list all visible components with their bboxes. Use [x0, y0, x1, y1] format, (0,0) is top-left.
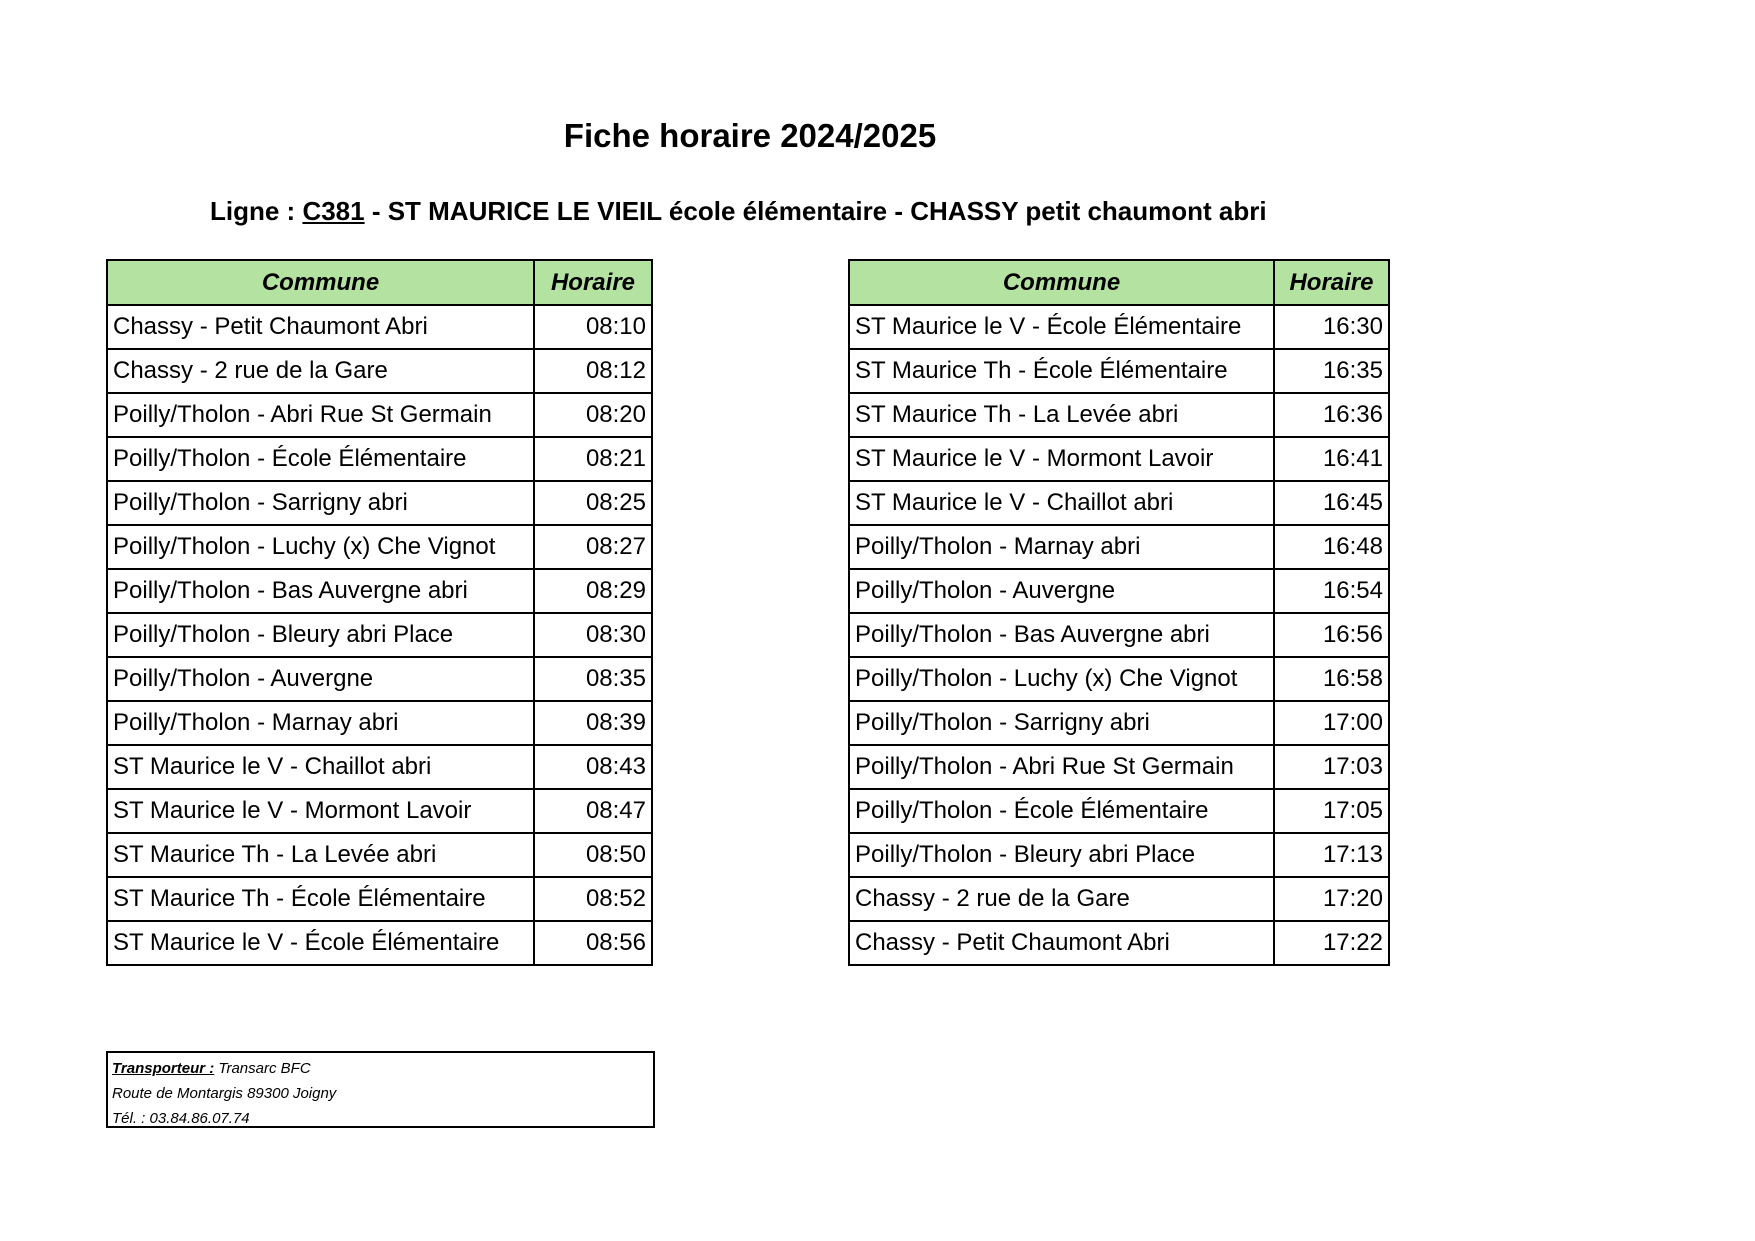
table-row	[107, 569, 652, 613]
table-row	[849, 613, 1389, 657]
column-header-commune: Commune	[849, 260, 1274, 305]
table-row	[107, 789, 652, 833]
stop-name: Chassy - Petit Chaumont Abri	[849, 921, 1274, 965]
stop-name: ST Maurice Th - La Levée abri	[107, 833, 534, 877]
stop-time: 08:10	[534, 305, 652, 349]
stop-name: Poilly/Tholon - Luchy (x) Che Vignot	[107, 525, 534, 569]
carrier-label: Transporteur :	[112, 1060, 215, 1077]
stop-name: Poilly/Tholon - Marnay abri	[107, 701, 534, 745]
table-row	[107, 877, 652, 921]
column-header-horaire: Horaire	[1274, 260, 1389, 305]
carrier-phone: Tél. : 03.84.86.07.74	[112, 1110, 250, 1127]
stop-name: Poilly/Tholon - Bleury abri Place	[107, 613, 534, 657]
line-subtitle	[210, 196, 1267, 227]
table-row	[107, 833, 652, 877]
stop-name: Poilly/Tholon - École Élémentaire	[107, 437, 534, 481]
stop-name: ST Maurice le V - École Élémentaire	[107, 921, 534, 965]
stop-name: ST Maurice Th - École Élémentaire	[107, 877, 534, 921]
table-row	[107, 745, 652, 789]
table-row	[107, 701, 652, 745]
stop-time: 16:56	[1274, 613, 1389, 657]
table-row	[849, 745, 1389, 789]
stop-time: 08:12	[534, 349, 652, 393]
column-header-commune: Commune	[107, 260, 534, 305]
column-header-horaire: Horaire	[534, 260, 652, 305]
stop-time: 16:30	[1274, 305, 1389, 349]
stop-name: Chassy - 2 rue de la Gare	[849, 877, 1274, 921]
stop-time: 16:58	[1274, 657, 1389, 701]
table-header-row	[849, 260, 1389, 305]
stop-name: ST Maurice le V - Mormont Lavoir	[107, 789, 534, 833]
stop-name: Poilly/Tholon - Bas Auvergne abri	[849, 613, 1274, 657]
table-row	[849, 305, 1389, 349]
stop-time: 16:35	[1274, 349, 1389, 393]
afternoon-schedule-table	[848, 259, 1390, 966]
stop-time: 17:00	[1274, 701, 1389, 745]
table-row	[849, 481, 1389, 525]
table-row	[107, 657, 652, 701]
stop-time: 08:21	[534, 437, 652, 481]
stop-time: 16:48	[1274, 525, 1389, 569]
stop-name: Poilly/Tholon - Marnay abri	[849, 525, 1274, 569]
stop-time: 08:39	[534, 701, 652, 745]
table-row	[107, 437, 652, 481]
table-row	[849, 525, 1389, 569]
stop-name: Poilly/Tholon - Abri Rue St Germain	[107, 393, 534, 437]
stop-time: 16:41	[1274, 437, 1389, 481]
carrier-line	[112, 1056, 649, 1081]
line-prefix: Ligne :	[210, 196, 303, 226]
table-row	[107, 921, 652, 965]
stop-name: Poilly/Tholon - École Élémentaire	[849, 789, 1274, 833]
carrier-address: Route de Montargis 89300 Joigny	[112, 1085, 337, 1102]
line-description: - ST MAURICE LE VIEIL école élémentaire - CHASSY petit chaumont abri	[364, 196, 1267, 226]
stop-name: Poilly/Tholon - Luchy (x) Che Vignot	[849, 657, 1274, 701]
table-row	[849, 349, 1389, 393]
table-row	[107, 305, 652, 349]
stop-name: ST Maurice le V - Chaillot abri	[849, 481, 1274, 525]
stop-name: Chassy - 2 rue de la Gare	[107, 349, 534, 393]
stop-time: 16:36	[1274, 393, 1389, 437]
stop-time: 08:30	[534, 613, 652, 657]
stop-time: 17:20	[1274, 877, 1389, 921]
table-row	[107, 393, 652, 437]
stop-time: 17:05	[1274, 789, 1389, 833]
stop-name: Chassy - Petit Chaumont Abri	[107, 305, 534, 349]
stop-name: Poilly/Tholon - Bleury abri Place	[849, 833, 1274, 877]
stop-time: 16:45	[1274, 481, 1389, 525]
line-code: C381	[302, 196, 365, 226]
morning-schedule-table	[106, 259, 653, 966]
afternoon-rows	[849, 305, 1389, 965]
table-row	[849, 657, 1389, 701]
stop-time: 17:13	[1274, 833, 1389, 877]
stop-name: Poilly/Tholon - Auvergne	[849, 569, 1274, 613]
stop-time: 08:35	[534, 657, 652, 701]
stop-time: 16:54	[1274, 569, 1389, 613]
stop-time: 17:22	[1274, 921, 1389, 965]
stop-time: 08:27	[534, 525, 652, 569]
stop-time: 08:29	[534, 569, 652, 613]
table-row	[849, 833, 1389, 877]
table-row	[107, 525, 652, 569]
morning-rows	[107, 305, 652, 965]
stop-name: Poilly/Tholon - Sarrigny abri	[107, 481, 534, 525]
stop-name: ST Maurice Th - La Levée abri	[849, 393, 1274, 437]
stop-time: 08:52	[534, 877, 652, 921]
stop-time: 08:43	[534, 745, 652, 789]
stop-name: Poilly/Tholon - Sarrigny abri	[849, 701, 1274, 745]
stop-time: 08:25	[534, 481, 652, 525]
stop-name: Poilly/Tholon - Abri Rue St Germain	[849, 745, 1274, 789]
stop-name: ST Maurice le V - Mormont Lavoir	[849, 437, 1274, 481]
stop-time: 17:03	[1274, 745, 1389, 789]
table-row	[849, 701, 1389, 745]
table-header-row	[107, 260, 652, 305]
stop-name: ST Maurice le V - École Élémentaire	[849, 305, 1274, 349]
stop-name: ST Maurice le V - Chaillot abri	[107, 745, 534, 789]
stop-time: 08:47	[534, 789, 652, 833]
carrier-info-box	[106, 1051, 655, 1128]
carrier-name: Transarc BFC	[214, 1060, 311, 1077]
stop-name: Poilly/Tholon - Bas Auvergne abri	[107, 569, 534, 613]
stop-time: 08:20	[534, 393, 652, 437]
stop-name: Poilly/Tholon - Auvergne	[107, 657, 534, 701]
stop-name: ST Maurice Th - École Élémentaire	[849, 349, 1274, 393]
table-row	[849, 437, 1389, 481]
table-row	[107, 349, 652, 393]
table-row	[849, 877, 1389, 921]
table-row	[107, 613, 652, 657]
table-row	[107, 481, 652, 525]
table-row	[849, 921, 1389, 965]
table-row	[849, 393, 1389, 437]
table-row	[849, 569, 1389, 613]
stop-time: 08:56	[534, 921, 652, 965]
table-row	[849, 789, 1389, 833]
stop-time: 08:50	[534, 833, 652, 877]
page-title: Fiche horaire 2024/2025	[563, 117, 937, 154]
